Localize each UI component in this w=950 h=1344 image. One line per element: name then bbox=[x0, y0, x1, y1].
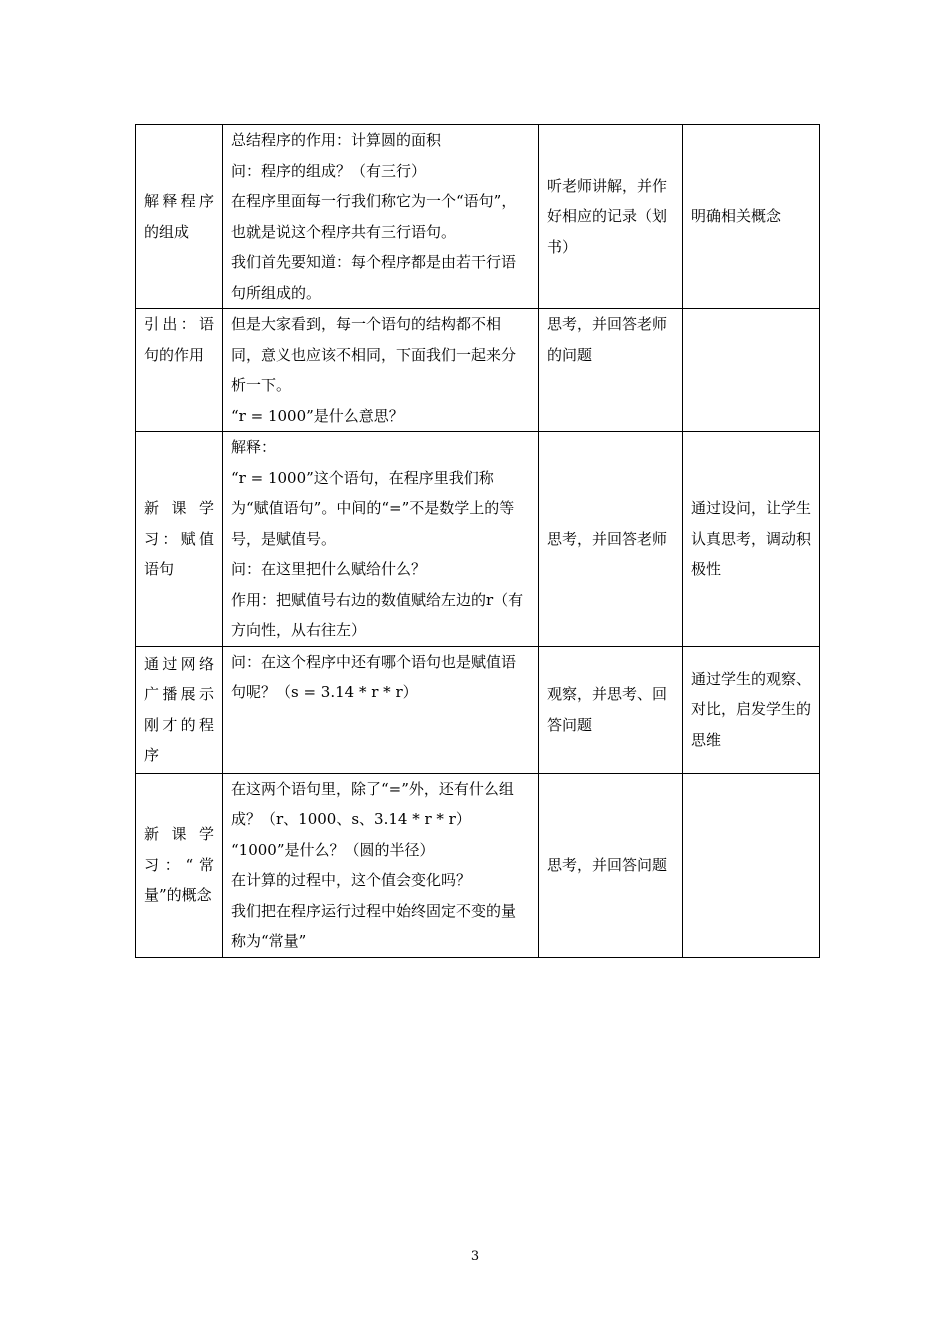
stage-cell: 新课学习：“常量”的概念 bbox=[136, 773, 223, 957]
content-cell bbox=[223, 646, 539, 773]
table-row bbox=[136, 773, 820, 957]
content-line: 问：程序的组成？（有三行） bbox=[231, 161, 427, 180]
content-line: 问：在这里把什么赋给什么？ bbox=[231, 560, 427, 578]
stage-cell: 通过网络广播展示刚才的程序 bbox=[136, 646, 223, 773]
content-line: 解释： bbox=[231, 438, 277, 456]
table-row bbox=[136, 432, 820, 647]
content-line: “1000”是什么？（圆的半径） bbox=[231, 840, 435, 859]
table-row bbox=[136, 646, 820, 773]
table-row bbox=[136, 309, 820, 432]
content-line: 在程序里面每一行我们称它为一个“语句”，也就是说这个程序共有三行语句。 bbox=[231, 192, 517, 241]
student-activity-cell: 听老师讲解，并作好相应的记录（划书） bbox=[539, 125, 683, 309]
student-activity-cell: 思考，并回答老师的问题 bbox=[539, 309, 683, 432]
content-line: 总结程序的作用：计算圆的面积 bbox=[231, 131, 442, 149]
student-activity-cell: 思考，并回答问题 bbox=[539, 773, 683, 957]
stage-cell: 引出：语句的作用 bbox=[136, 309, 223, 432]
content-cell bbox=[223, 432, 539, 647]
content-line: 问：在这个程序中还有哪个语句也是赋值语句呢？（s = 3.14 * r * r） bbox=[231, 652, 517, 701]
content-line: 我们把在程序运行过程中始终固定不变的量称为“常量” bbox=[231, 901, 517, 950]
student-activity-cell: 观察，并思考、回答问题 bbox=[539, 646, 683, 773]
stage-cell: 新课学习：赋值语句 bbox=[136, 432, 223, 647]
lesson-plan-table bbox=[135, 124, 820, 958]
content-cell bbox=[223, 773, 539, 957]
stage-cell: 解释程序的组成 bbox=[136, 125, 223, 309]
page-number: 3 bbox=[470, 1249, 480, 1264]
content-line: 但是大家看到，每一个语句的结构都不相同，意义也应该不相同，下面我们一起来分析一下。 bbox=[231, 315, 517, 394]
purpose-cell bbox=[683, 309, 820, 432]
content-line: 作用：把赋值号右边的数值赋给左边的r（有方向性，从右往左） bbox=[231, 590, 524, 639]
content-cell bbox=[223, 125, 539, 309]
content-line: “r = 1000”是什么意思？ bbox=[231, 406, 404, 425]
table-row bbox=[136, 125, 820, 309]
content-line: 在这两个语句里，除了“=”外，还有什么组成？（r、1000、s、3.14 * r * r） bbox=[231, 779, 514, 828]
student-activity-cell: 思考，并回答老师 bbox=[539, 432, 683, 647]
content-line: “r = 1000”这个语句，在程序里我们称为“赋值语句”。中间的“=”不是数学上的等号，是赋值号。 bbox=[231, 468, 515, 548]
content-line: 我们首先要知道：每个程序都是由若干行语句所组成的。 bbox=[231, 253, 517, 302]
content-cell bbox=[223, 309, 539, 432]
purpose-cell bbox=[683, 773, 820, 957]
purpose-cell: 通过设问，让学生认真思考，调动积极性 bbox=[683, 432, 820, 647]
purpose-cell: 通过学生的观察、对比，启发学生的思维 bbox=[683, 646, 820, 773]
purpose-cell: 明确相关概念 bbox=[683, 125, 820, 309]
content-line: 在计算的过程中，这个值会变化吗？ bbox=[231, 871, 472, 889]
